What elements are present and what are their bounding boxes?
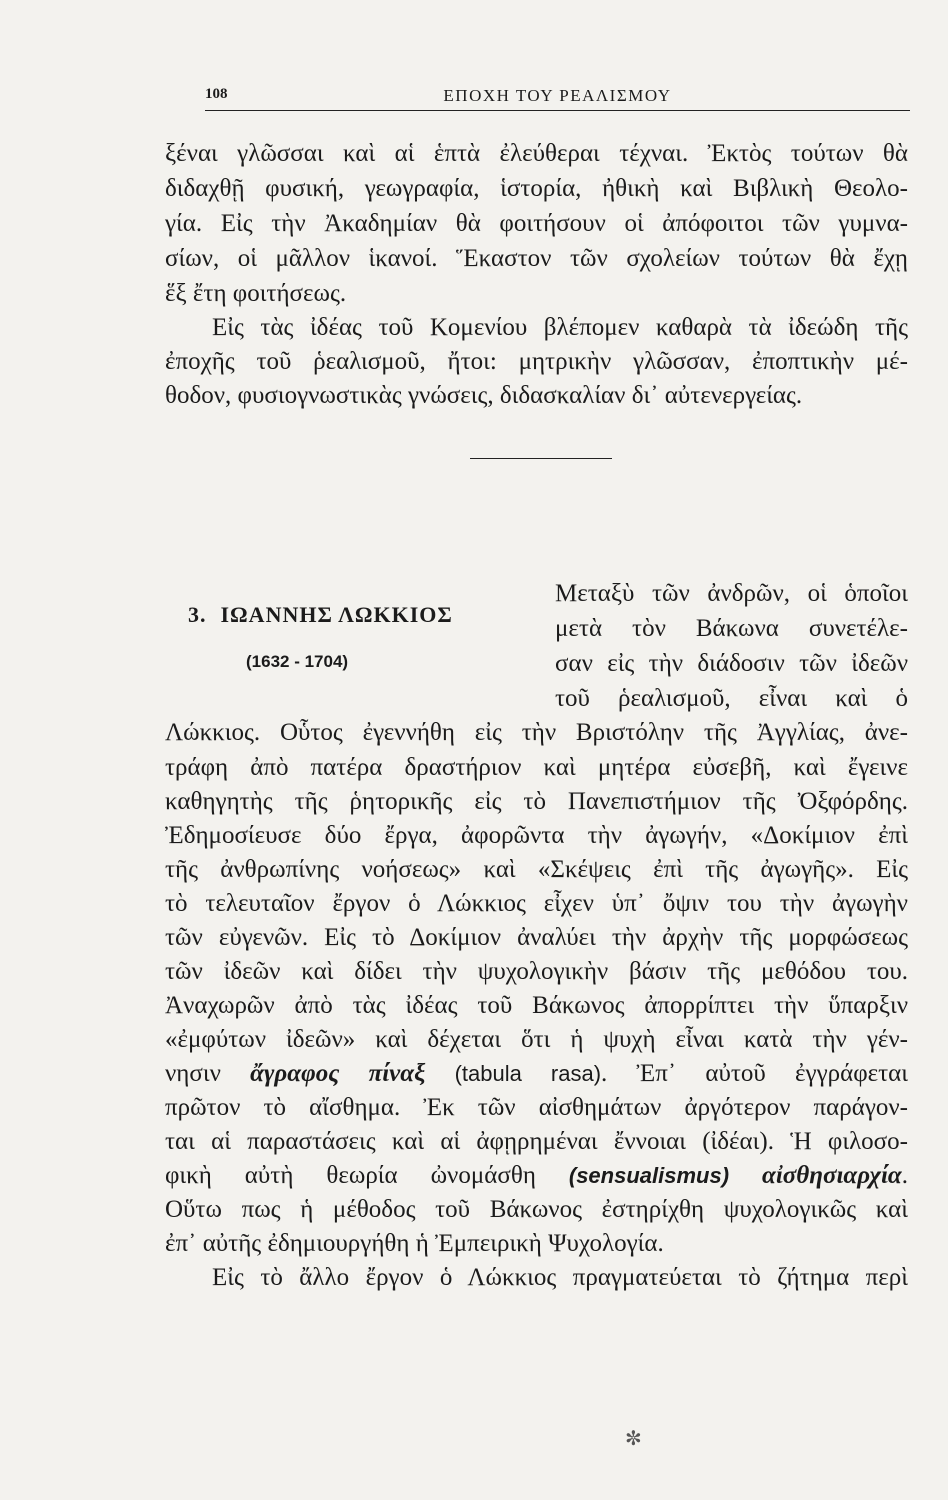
running-header <box>205 84 910 111</box>
text-line-tabula <box>165 1059 908 1089</box>
text-line: θοδον, φυσιογνωστικὰς γνώσεις, διδασκαλίαν δι᾿ αὐτενεργείας. <box>165 382 803 409</box>
section-heading <box>188 602 453 628</box>
page-number: 108 <box>205 86 228 102</box>
text-line: τῶν εὐγενῶν. Εἰς τὸ Δοκίμιον ἀναλύει τὴν ἀρχὴν τῆς μορφώσεως <box>165 924 908 951</box>
text-line: καθηγητὴς τῆς ῥητορικῆς εἰς τὸ Πανεπιστήμιον τῆς Ὀξφόρδης. <box>165 788 908 815</box>
text-line: Ἀναχωρῶν ἀπὸ τὰς ἰδέας τοῦ Βάκωνος ἀπορρίπτει τὴν ὕπαρξιν <box>165 992 908 1019</box>
text-run: φικὴ αὐτὴ θεωρία ὠνομάσθη <box>165 1162 569 1189</box>
text-line-sensualismus <box>165 1161 908 1191</box>
text-line: σαν εἰς τὴν διάδοσιν τῶν ἰδεῶν <box>555 650 908 677</box>
running-title: ΕΠΟΧΗ ΤΟΥ ΡΕΑΛΙΣΜΟΥ <box>443 86 672 105</box>
text-line: Εἰς τὸ ἄλλο ἔργον ὁ Λώκκιος πραγματεύεται τὸ ζήτημα περὶ <box>212 1264 908 1291</box>
emphasis-aisthesiarchia: αἰσθησιαρχία <box>729 1162 902 1189</box>
text-line: τῆς ἀνθρωπίνης νοήσεως» καὶ «Σκέψεις ἐπὶ τῆς ἀγωγῆς». Εἰς <box>165 856 908 883</box>
text-line: διδαχθῇ φυσική, γεωγραφία, ἱστορία, ἠθικὴ καὶ Βιβλικὴ Θεολο- <box>165 175 908 202</box>
text-line: τοῦ ῥεαλισμοῦ, εἶναι καὶ ὁ <box>555 685 908 712</box>
text-line: μετὰ τὸν Βάκωνα συνετέλε- <box>555 615 908 642</box>
text-line: Εἰς τὰς ἰδέας τοῦ Κομενίου βλέπομεν καθαρὰ τὰ ἰδεώδη τῆς <box>212 314 908 341</box>
text-line: πρῶτον τὸ αἴσθημα. Ἐκ τῶν αἰσθημάτων ἀργότερον παράγον- <box>165 1094 908 1121</box>
text-line: τῶν ἰδεῶν καὶ δίδει τὴν ψυχολογικὴν βάσιν τῆς μεθόδου του. <box>165 958 908 985</box>
text-line: Μεταξὺ τῶν ἀνδρῶν, οἱ ὁποῖοι <box>555 580 908 607</box>
text-run: . <box>901 1162 908 1189</box>
text-line: Οὕτω πως ἡ μέθοδος τοῦ Βάκωνος ἐστηρίχθη ψυχολογικῶς καὶ <box>165 1196 908 1223</box>
latin-sensualismus: (sensualismus) <box>568 1163 730 1188</box>
text-line: ξέναι γλῶσσαι καὶ αἱ ἑπτὰ ἐλεύθεραι τέχναι. Ἐκτὸς τούτων θὰ <box>165 140 908 167</box>
text-line: Ἐδημοσίευσε δύο ἔργα, ἀφορῶντα τὴν ἀγωγήν, «Δοκίμιον ἐπὶ <box>165 822 908 849</box>
text-line: ται αἱ παραστάσεις καὶ αἱ ἀφῃρημέναι ἔννοιαι (ἰδέαι). Ἡ φιλοσο- <box>165 1128 908 1155</box>
section-number: 3. <box>188 602 207 627</box>
text-line: σίων, οἱ μᾶλλον ἱκανοί. Ἕκαστον τῶν σχολείων τούτων θὰ ἔχῃ <box>165 245 908 272</box>
text-run: . Ἐπ᾿ αὐτοῦ ἐγγράφεται <box>601 1060 908 1087</box>
section-divider <box>470 458 612 459</box>
text-line: «ἐμφύτων ἰδεῶν» καὶ δέχεται ὅτι ἡ ψυχὴ εἶναι κατὰ τὴν γέν- <box>165 1026 908 1053</box>
text-line: ἕξ ἔτη φοιτήσεως. <box>165 280 347 307</box>
text-line: τράφη ἀπὸ πατέρα δραστήριον καὶ μητέρα εὐσεβῆ, καὶ ἔγεινε <box>165 754 908 781</box>
emphasis-agraphos-pinax: ἄγραφος πίναξ <box>250 1060 426 1087</box>
ink-mark-icon: ✼ <box>625 1426 642 1450</box>
text-line: ἐπ᾿ αὐτῆς ἐδημιουργήθη ἡ Ἐμπειρικὴ Ψυχολογία. <box>165 1230 664 1257</box>
text-line: γία. Εἰς τὴν Ἀκαδημίαν θὰ φοιτήσουν οἱ ἀπόφοιτοι τῶν γυμνα- <box>165 210 908 237</box>
text-line: Λώκκιος. Οὗτος ἐγεννήθη εἰς τὴν Βριστόλην τῆς Ἀγγλίας, ἀνε- <box>165 719 908 746</box>
section-title: ΙΩΑΝΝΗΣ ΛΩΚΚΙΟΣ <box>220 602 453 627</box>
text-line: τὸ τελευταῖον ἔργον ὁ Λώκκιος εἶχεν ὑπ᾿ ὄψιν του τὴν ἀγωγὴν <box>165 890 908 917</box>
text-line: ἐποχῆς τοῦ ῥεαλισμοῦ, ἤτοι: μητρικὴν γλῶσσαν, ἐποπτικὴν μέ- <box>165 348 908 375</box>
latin-tabula-rasa: (tabula rasa) <box>454 1061 602 1086</box>
section-dates: (1632 - 1704) <box>246 652 349 671</box>
text-run: νησιν <box>165 1060 251 1087</box>
